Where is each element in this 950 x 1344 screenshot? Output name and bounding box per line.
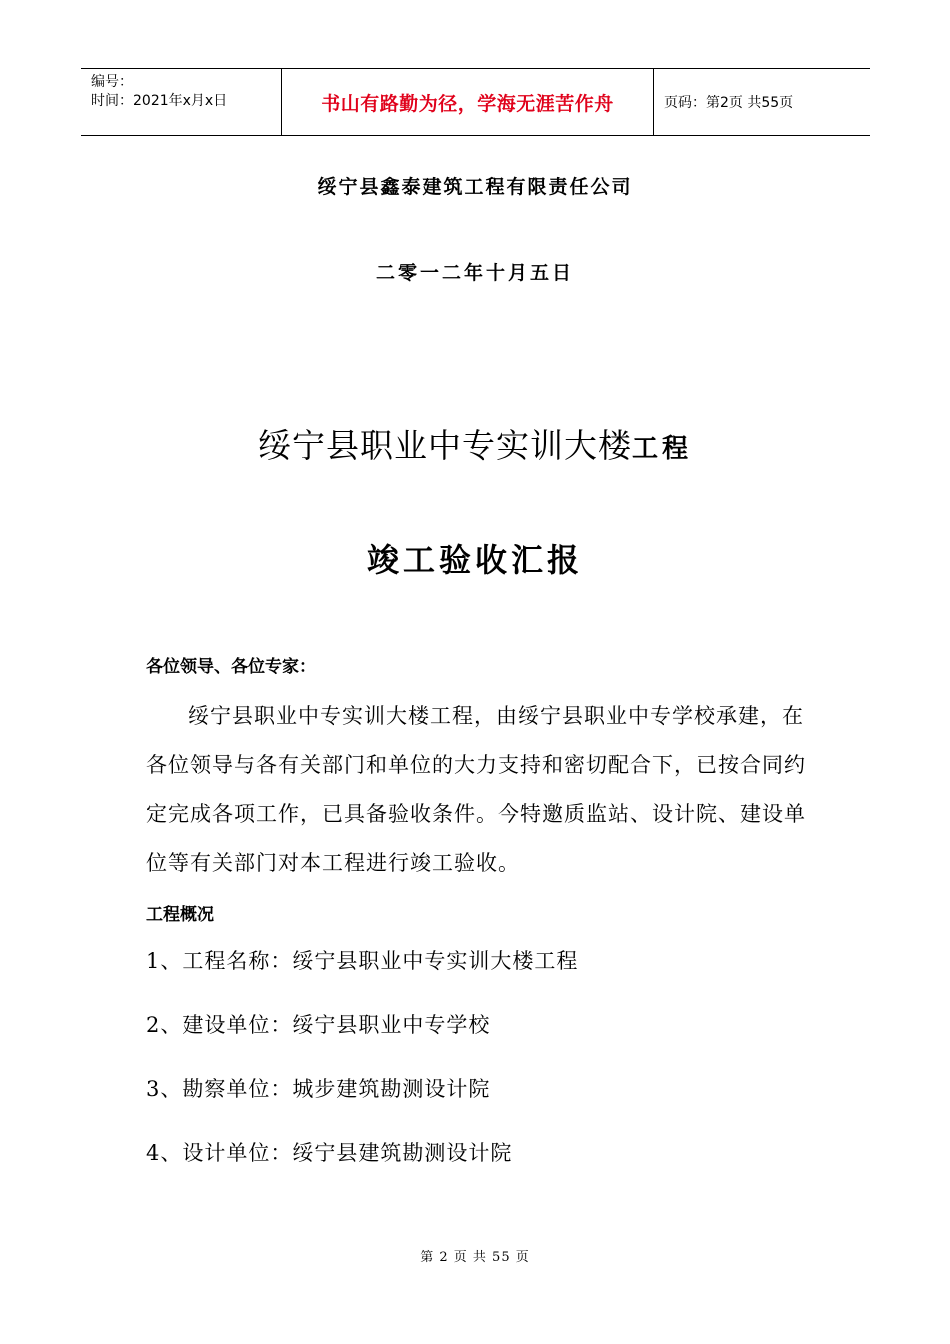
title-main-text: 绥宁县职业中专实训大楼: [257, 426, 632, 465]
header-meta: [81, 69, 281, 135]
document-time-label: 时间：2021年x月x日: [91, 93, 228, 109]
page-header: [81, 68, 870, 136]
page-footer: 第 2 页 共 55 页: [420, 1250, 530, 1265]
title-bold-text: 工程: [631, 434, 692, 464]
document-title-line1: [0, 420, 950, 467]
list-item: 3、勘察单位：城步建筑勘测设计院: [146, 1077, 491, 1101]
document-title-line2: 竣工验收汇报: [366, 541, 583, 579]
header-page-info: 页码：第2页 共55页: [664, 95, 794, 111]
greeting: 各位领导、各位专家：: [146, 657, 316, 677]
document-date: 二零一二年十月五日: [375, 262, 574, 284]
section-title: 工程概况: [146, 905, 214, 925]
header-motto: 书山有路勤为径，学海无涯苦作舟: [281, 69, 654, 135]
list-item: 2、建设单位：绥宁县职业中专学校: [146, 1013, 491, 1037]
intro-paragraph: 绥宁县职业中专实训大楼工程，由绥宁县职业中专学校承建，在各位领导与各有关部门和单位的大力支持和密切配合下，已按合同约定完成各项工作，已具备验收条件。今特邀质监站、设计院、建设单位等有关部门对本工程进行竣工验收。: [146, 704, 806, 875]
list-item: 1、工程名称：绥宁县职业中专实训大楼工程: [146, 949, 579, 973]
document-number-label: 编号：: [91, 74, 133, 90]
company-name: 绥宁县鑫泰建筑工程有限责任公司: [317, 176, 633, 198]
list-item: 4、设计单位：绥宁县建筑勘测设计院: [146, 1141, 513, 1165]
